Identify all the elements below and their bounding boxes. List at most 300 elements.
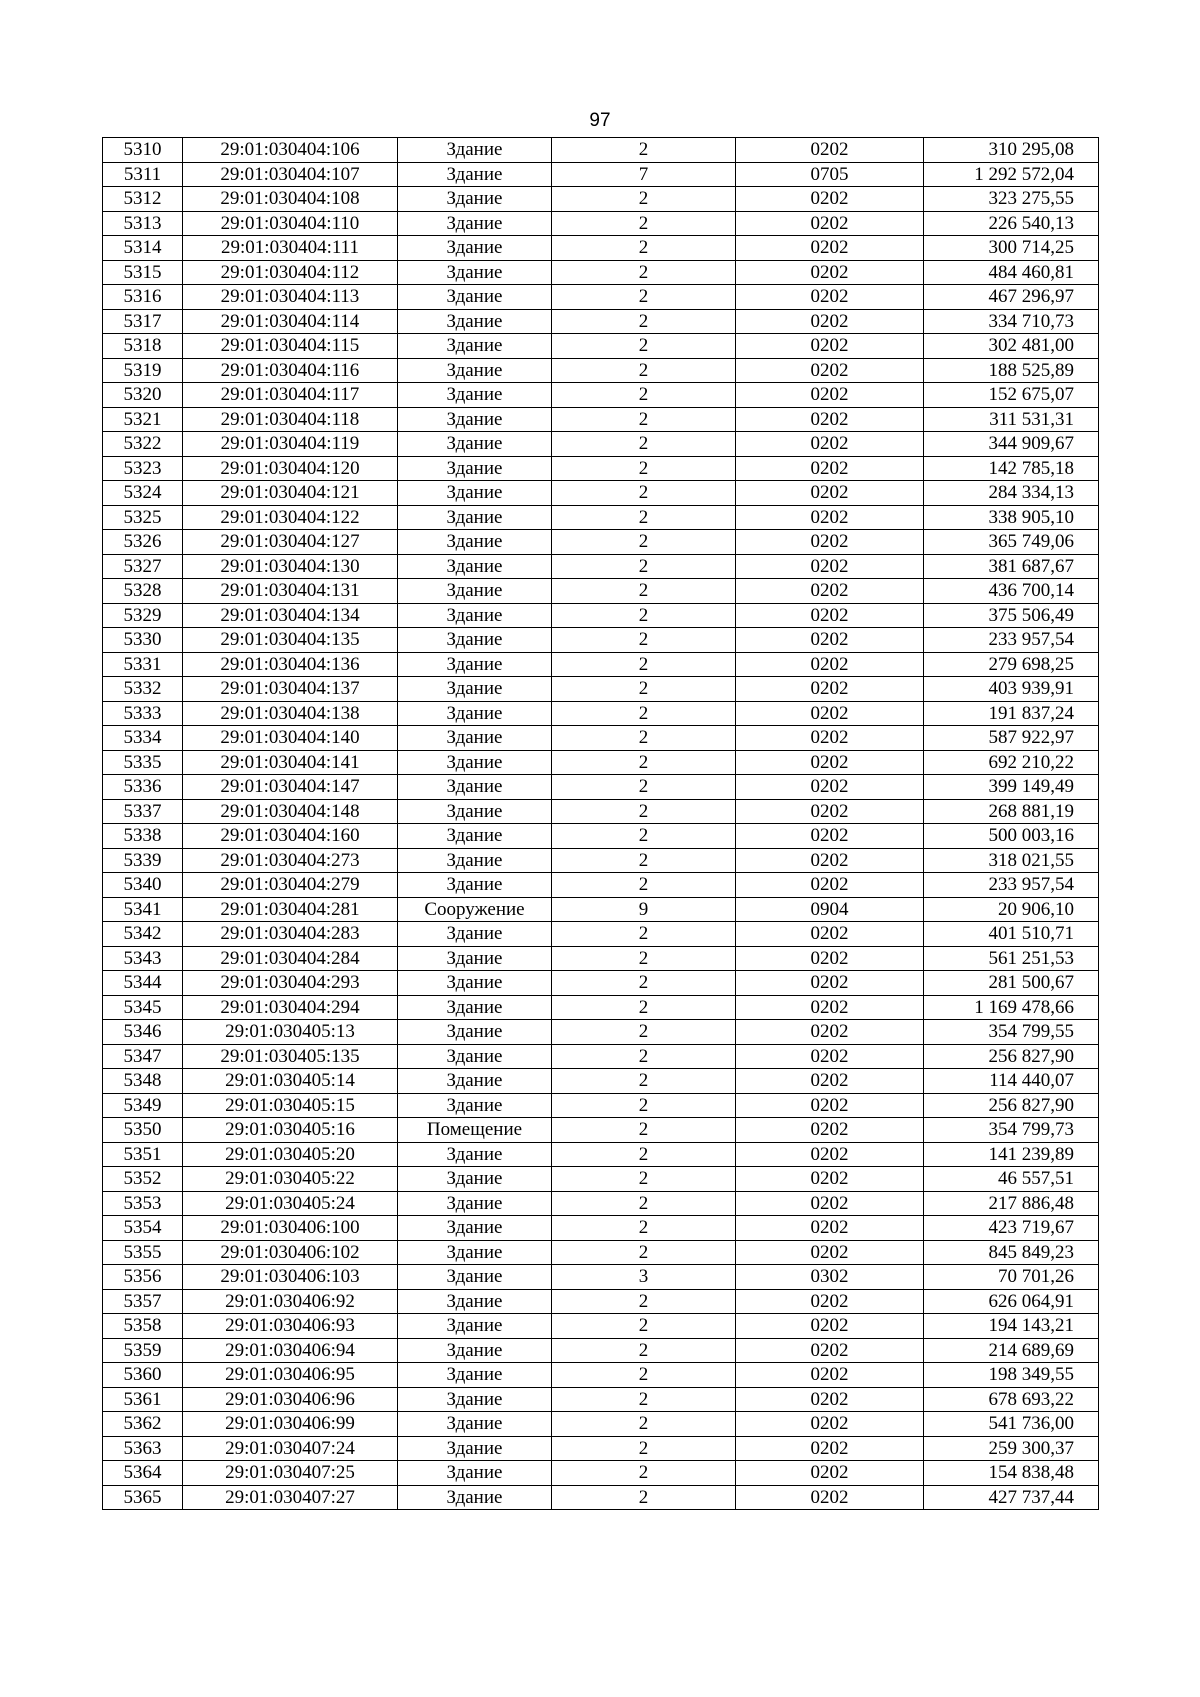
- object-type-cell: Здание: [398, 1167, 552, 1192]
- table-row: [103, 628, 1099, 653]
- row-number-cell: 5334: [103, 726, 183, 751]
- code-cell: 0705: [736, 162, 924, 187]
- object-type-cell: Здание: [398, 1338, 552, 1363]
- cadastral-value-cell: 692 210,22: [924, 750, 1099, 775]
- cadastral-value-cell: 334 710,73: [924, 309, 1099, 334]
- row-number-cell: 5333: [103, 701, 183, 726]
- object-type-cell: Здание: [398, 481, 552, 506]
- row-number-cell: 5335: [103, 750, 183, 775]
- row-number-cell: 5322: [103, 432, 183, 457]
- code-cell: 0202: [736, 481, 924, 506]
- code-cell: 0202: [736, 334, 924, 359]
- group-cell: 2: [552, 848, 736, 873]
- cadastral-value-cell: 233 957,54: [924, 873, 1099, 898]
- object-type-cell: Здание: [398, 407, 552, 432]
- group-cell: 2: [552, 750, 736, 775]
- cadastral-number-cell: 29:01:030406:96: [183, 1387, 398, 1412]
- group-cell: 2: [552, 1118, 736, 1143]
- code-cell: 0202: [736, 505, 924, 530]
- code-cell: 0202: [736, 1118, 924, 1143]
- group-cell: 2: [552, 456, 736, 481]
- object-type-cell: Здание: [398, 824, 552, 849]
- code-cell: 0202: [736, 1216, 924, 1241]
- cadastral-value-cell: 214 689,69: [924, 1338, 1099, 1363]
- table-row: [103, 824, 1099, 849]
- cadastral-number-cell: 29:01:030404:119: [183, 432, 398, 457]
- group-cell: 2: [552, 1093, 736, 1118]
- group-cell: 2: [552, 1314, 736, 1339]
- cadastral-number-cell: 29:01:030404:127: [183, 530, 398, 555]
- cadastral-value-cell: 344 909,67: [924, 432, 1099, 457]
- row-number-cell: 5313: [103, 211, 183, 236]
- row-number-cell: 5325: [103, 505, 183, 530]
- row-number-cell: 5323: [103, 456, 183, 481]
- table-row: [103, 971, 1099, 996]
- group-cell: 2: [552, 1044, 736, 1069]
- cadastral-value-cell: 845 849,23: [924, 1240, 1099, 1265]
- cadastral-number-cell: 29:01:030404:130: [183, 554, 398, 579]
- object-type-cell: Здание: [398, 799, 552, 824]
- group-cell: 2: [552, 1412, 736, 1437]
- object-type-cell: Здание: [398, 628, 552, 653]
- table-row: [103, 1387, 1099, 1412]
- table-row: [103, 260, 1099, 285]
- group-cell: 2: [552, 260, 736, 285]
- code-cell: 0202: [736, 628, 924, 653]
- cadastral-number-cell: 29:01:030405:135: [183, 1044, 398, 1069]
- code-cell: 0202: [736, 1142, 924, 1167]
- group-cell: 2: [552, 824, 736, 849]
- table-row: [103, 1289, 1099, 1314]
- row-number-cell: 5350: [103, 1118, 183, 1143]
- object-type-cell: Здание: [398, 701, 552, 726]
- cadastral-number-cell: 29:01:030406:103: [183, 1265, 398, 1290]
- cadastral-value-cell: 233 957,54: [924, 628, 1099, 653]
- row-number-cell: 5316: [103, 285, 183, 310]
- cadastral-value-cell: 46 557,51: [924, 1167, 1099, 1192]
- table-row: [103, 1118, 1099, 1143]
- cadastral-value-cell: 423 719,67: [924, 1216, 1099, 1241]
- row-number-cell: 5319: [103, 358, 183, 383]
- group-cell: 2: [552, 775, 736, 800]
- object-type-cell: Здание: [398, 1485, 552, 1510]
- object-type-cell: Здание: [398, 285, 552, 310]
- object-type-cell: Здание: [398, 309, 552, 334]
- row-number-cell: 5365: [103, 1485, 183, 1510]
- code-cell: 0202: [736, 1240, 924, 1265]
- group-cell: 2: [552, 1461, 736, 1486]
- code-cell: 0202: [736, 1485, 924, 1510]
- group-cell: 2: [552, 995, 736, 1020]
- group-cell: 2: [552, 628, 736, 653]
- group-cell: 2: [552, 407, 736, 432]
- group-cell: 2: [552, 383, 736, 408]
- cadastral-value-cell: 256 827,90: [924, 1044, 1099, 1069]
- table-row: [103, 236, 1099, 261]
- object-type-cell: Сооружение: [398, 897, 552, 922]
- group-cell: 2: [552, 726, 736, 751]
- row-number-cell: 5328: [103, 579, 183, 604]
- code-cell: 0202: [736, 432, 924, 457]
- row-number-cell: 5343: [103, 946, 183, 971]
- group-cell: 2: [552, 1069, 736, 1094]
- row-number-cell: 5349: [103, 1093, 183, 1118]
- group-cell: 2: [552, 1363, 736, 1388]
- cadastral-number-cell: 29:01:030404:281: [183, 897, 398, 922]
- table-row: [103, 1167, 1099, 1192]
- object-type-cell: Здание: [398, 1387, 552, 1412]
- row-number-cell: 5310: [103, 138, 183, 163]
- cadastral-number-cell: 29:01:030404:117: [183, 383, 398, 408]
- code-cell: 0202: [736, 1093, 924, 1118]
- code-cell: 0202: [736, 995, 924, 1020]
- cadastral-number-cell: 29:01:030404:140: [183, 726, 398, 751]
- row-number-cell: 5357: [103, 1289, 183, 1314]
- cadastral-number-cell: 29:01:030404:284: [183, 946, 398, 971]
- code-cell: 0202: [736, 824, 924, 849]
- cadastral-number-cell: 29:01:030407:25: [183, 1461, 398, 1486]
- cadastral-number-cell: 29:01:030405:24: [183, 1191, 398, 1216]
- table-row: [103, 946, 1099, 971]
- table-row: [103, 530, 1099, 555]
- code-cell: 0904: [736, 897, 924, 922]
- object-type-cell: Здание: [398, 873, 552, 898]
- row-number-cell: 5320: [103, 383, 183, 408]
- code-cell: 0202: [736, 946, 924, 971]
- row-number-cell: 5329: [103, 603, 183, 628]
- table-row: [103, 652, 1099, 677]
- group-cell: 2: [552, 579, 736, 604]
- table-row: [103, 309, 1099, 334]
- object-type-cell: Здание: [398, 971, 552, 996]
- row-number-cell: 5342: [103, 922, 183, 947]
- cadastral-value-cell: 188 525,89: [924, 358, 1099, 383]
- cadastral-number-cell: 29:01:030405:13: [183, 1020, 398, 1045]
- cadastral-number-cell: 29:01:030406:94: [183, 1338, 398, 1363]
- object-type-cell: Здание: [398, 1436, 552, 1461]
- row-number-cell: 5344: [103, 971, 183, 996]
- object-type-cell: Здание: [398, 1191, 552, 1216]
- object-type-cell: Здание: [398, 334, 552, 359]
- table-row: [103, 922, 1099, 947]
- group-cell: 2: [552, 211, 736, 236]
- table-row: [103, 1240, 1099, 1265]
- code-cell: 0202: [736, 285, 924, 310]
- group-cell: 2: [552, 1338, 736, 1363]
- table-row: [103, 848, 1099, 873]
- code-cell: 0202: [736, 1289, 924, 1314]
- code-cell: 0202: [736, 236, 924, 261]
- cadastral-value-cell: 323 275,55: [924, 187, 1099, 212]
- code-cell: 0202: [736, 456, 924, 481]
- object-type-cell: Здание: [398, 1461, 552, 1486]
- cadastral-number-cell: 29:01:030404:131: [183, 579, 398, 604]
- code-cell: 0202: [736, 309, 924, 334]
- object-type-cell: Здание: [398, 922, 552, 947]
- row-number-cell: 5347: [103, 1044, 183, 1069]
- cadastral-number-cell: 29:01:030404:115: [183, 334, 398, 359]
- registry-table: [102, 137, 1099, 1510]
- cadastral-value-cell: 300 714,25: [924, 236, 1099, 261]
- cadastral-number-cell: 29:01:030404:116: [183, 358, 398, 383]
- group-cell: 9: [552, 897, 736, 922]
- table-row: [103, 407, 1099, 432]
- cadastral-number-cell: 29:01:030404:114: [183, 309, 398, 334]
- code-cell: 0202: [736, 971, 924, 996]
- cadastral-number-cell: 29:01:030404:110: [183, 211, 398, 236]
- group-cell: 2: [552, 603, 736, 628]
- table-row: [103, 579, 1099, 604]
- row-number-cell: 5360: [103, 1363, 183, 1388]
- group-cell: 2: [552, 309, 736, 334]
- table-row: [103, 1142, 1099, 1167]
- object-type-cell: Здание: [398, 358, 552, 383]
- code-cell: 0202: [736, 848, 924, 873]
- row-number-cell: 5352: [103, 1167, 183, 1192]
- cadastral-number-cell: 29:01:030404:120: [183, 456, 398, 481]
- cadastral-number-cell: 29:01:030404:108: [183, 187, 398, 212]
- row-number-cell: 5317: [103, 309, 183, 334]
- table-row: [103, 603, 1099, 628]
- page-number: 97: [589, 110, 611, 131]
- table-row: [103, 456, 1099, 481]
- row-number-cell: 5314: [103, 236, 183, 261]
- row-number-cell: 5311: [103, 162, 183, 187]
- cadastral-number-cell: 29:01:030404:111: [183, 236, 398, 261]
- row-number-cell: 5355: [103, 1240, 183, 1265]
- cadastral-value-cell: 191 837,24: [924, 701, 1099, 726]
- row-number-cell: 5356: [103, 1265, 183, 1290]
- cadastral-number-cell: 29:01:030406:93: [183, 1314, 398, 1339]
- table-row: [103, 1485, 1099, 1510]
- object-type-cell: Здание: [398, 260, 552, 285]
- code-cell: 0202: [736, 383, 924, 408]
- cadastral-number-cell: 29:01:030404:141: [183, 750, 398, 775]
- cadastral-value-cell: 281 500,67: [924, 971, 1099, 996]
- object-type-cell: Здание: [398, 1069, 552, 1094]
- row-number-cell: 5351: [103, 1142, 183, 1167]
- cadastral-number-cell: 29:01:030404:113: [183, 285, 398, 310]
- object-type-cell: Здание: [398, 1240, 552, 1265]
- row-number-cell: 5336: [103, 775, 183, 800]
- group-cell: 2: [552, 1240, 736, 1265]
- object-type-cell: Здание: [398, 677, 552, 702]
- table-row: [103, 1093, 1099, 1118]
- table-row: [103, 1314, 1099, 1339]
- group-cell: 2: [552, 1191, 736, 1216]
- table-row: [103, 1044, 1099, 1069]
- code-cell: 0202: [736, 726, 924, 751]
- object-type-cell: Здание: [398, 848, 552, 873]
- code-cell: 0202: [736, 1387, 924, 1412]
- table-row: [103, 505, 1099, 530]
- object-type-cell: Здание: [398, 579, 552, 604]
- object-type-cell: Помещение: [398, 1118, 552, 1143]
- cadastral-number-cell: 29:01:030404:147: [183, 775, 398, 800]
- code-cell: 0202: [736, 187, 924, 212]
- code-cell: 0202: [736, 530, 924, 555]
- table-row: [103, 750, 1099, 775]
- object-type-cell: Здание: [398, 1314, 552, 1339]
- table-row: [103, 775, 1099, 800]
- object-type-cell: Здание: [398, 1412, 552, 1437]
- object-type-cell: Здание: [398, 1289, 552, 1314]
- object-type-cell: Здание: [398, 162, 552, 187]
- registry-table-body: [103, 138, 1099, 1510]
- code-cell: 0202: [736, 1044, 924, 1069]
- row-number-cell: 5324: [103, 481, 183, 506]
- group-cell: 3: [552, 1265, 736, 1290]
- code-cell: 0202: [736, 260, 924, 285]
- cadastral-value-cell: 302 481,00: [924, 334, 1099, 359]
- cadastral-value-cell: 194 143,21: [924, 1314, 1099, 1339]
- cadastral-number-cell: 29:01:030404:294: [183, 995, 398, 1020]
- cadastral-value-cell: 256 827,90: [924, 1093, 1099, 1118]
- cadastral-number-cell: 29:01:030404:107: [183, 162, 398, 187]
- row-number-cell: 5364: [103, 1461, 183, 1486]
- cadastral-number-cell: 29:01:030405:22: [183, 1167, 398, 1192]
- group-cell: 2: [552, 799, 736, 824]
- group-cell: 2: [552, 873, 736, 898]
- cadastral-value-cell: 114 440,07: [924, 1069, 1099, 1094]
- object-type-cell: Здание: [398, 1093, 552, 1118]
- cadastral-value-cell: 381 687,67: [924, 554, 1099, 579]
- cadastral-number-cell: 29:01:030404:122: [183, 505, 398, 530]
- group-cell: 2: [552, 358, 736, 383]
- cadastral-number-cell: 29:01:030404:137: [183, 677, 398, 702]
- row-number-cell: 5312: [103, 187, 183, 212]
- cadastral-value-cell: 310 295,08: [924, 138, 1099, 163]
- object-type-cell: Здание: [398, 1216, 552, 1241]
- group-cell: 2: [552, 946, 736, 971]
- cadastral-number-cell: 29:01:030404:136: [183, 652, 398, 677]
- cadastral-value-cell: 354 799,55: [924, 1020, 1099, 1045]
- table-row: [103, 211, 1099, 236]
- group-cell: 2: [552, 236, 736, 261]
- object-type-cell: Здание: [398, 775, 552, 800]
- object-type-cell: Здание: [398, 750, 552, 775]
- group-cell: 2: [552, 1216, 736, 1241]
- cadastral-value-cell: 70 701,26: [924, 1265, 1099, 1290]
- table-row: [103, 1412, 1099, 1437]
- table-row: [103, 1191, 1099, 1216]
- row-number-cell: 5330: [103, 628, 183, 653]
- table-row: [103, 334, 1099, 359]
- object-type-cell: Здание: [398, 946, 552, 971]
- group-cell: 2: [552, 677, 736, 702]
- group-cell: 2: [552, 1387, 736, 1412]
- code-cell: 0202: [736, 1069, 924, 1094]
- object-type-cell: Здание: [398, 505, 552, 530]
- row-number-cell: 5315: [103, 260, 183, 285]
- cadastral-number-cell: 29:01:030404:121: [183, 481, 398, 506]
- cadastral-value-cell: 626 064,91: [924, 1289, 1099, 1314]
- group-cell: 2: [552, 701, 736, 726]
- group-cell: 2: [552, 432, 736, 457]
- cadastral-value-cell: 268 881,19: [924, 799, 1099, 824]
- cadastral-value-cell: 375 506,49: [924, 603, 1099, 628]
- row-number-cell: 5361: [103, 1387, 183, 1412]
- row-number-cell: 5326: [103, 530, 183, 555]
- cadastral-value-cell: 198 349,55: [924, 1363, 1099, 1388]
- cadastral-value-cell: 259 300,37: [924, 1436, 1099, 1461]
- row-number-cell: 5358: [103, 1314, 183, 1339]
- row-number-cell: 5359: [103, 1338, 183, 1363]
- table-row: [103, 554, 1099, 579]
- table-row: [103, 1069, 1099, 1094]
- cadastral-value-cell: 226 540,13: [924, 211, 1099, 236]
- table-row: [103, 1363, 1099, 1388]
- row-number-cell: 5332: [103, 677, 183, 702]
- group-cell: 2: [552, 652, 736, 677]
- cadastral-value-cell: 152 675,07: [924, 383, 1099, 408]
- group-cell: 2: [552, 505, 736, 530]
- table-row: [103, 873, 1099, 898]
- cadastral-value-cell: 427 737,44: [924, 1485, 1099, 1510]
- group-cell: 2: [552, 1289, 736, 1314]
- cadastral-value-cell: 311 531,31: [924, 407, 1099, 432]
- cadastral-value-cell: 401 510,71: [924, 922, 1099, 947]
- row-number-cell: 5354: [103, 1216, 183, 1241]
- cadastral-number-cell: 29:01:030404:273: [183, 848, 398, 873]
- cadastral-number-cell: 29:01:030404:148: [183, 799, 398, 824]
- cadastral-number-cell: 29:01:030404:138: [183, 701, 398, 726]
- cadastral-value-cell: 20 906,10: [924, 897, 1099, 922]
- table-row: [103, 1436, 1099, 1461]
- row-number-cell: 5348: [103, 1069, 183, 1094]
- cadastral-value-cell: 484 460,81: [924, 260, 1099, 285]
- group-cell: 2: [552, 481, 736, 506]
- row-number-cell: 5345: [103, 995, 183, 1020]
- table-row: [103, 358, 1099, 383]
- object-type-cell: Здание: [398, 456, 552, 481]
- cadastral-value-cell: 500 003,16: [924, 824, 1099, 849]
- cadastral-value-cell: 678 693,22: [924, 1387, 1099, 1412]
- cadastral-value-cell: 217 886,48: [924, 1191, 1099, 1216]
- cadastral-number-cell: 29:01:030405:16: [183, 1118, 398, 1143]
- group-cell: 2: [552, 1142, 736, 1167]
- cadastral-value-cell: 467 296,97: [924, 285, 1099, 310]
- table-row: [103, 138, 1099, 163]
- object-type-cell: Здание: [398, 995, 552, 1020]
- code-cell: 0202: [736, 873, 924, 898]
- object-type-cell: Здание: [398, 603, 552, 628]
- code-cell: 0202: [736, 701, 924, 726]
- cadastral-value-cell: 354 799,73: [924, 1118, 1099, 1143]
- cadastral-number-cell: 29:01:030404:135: [183, 628, 398, 653]
- table-row: [103, 162, 1099, 187]
- cadastral-value-cell: 587 922,97: [924, 726, 1099, 751]
- group-cell: 2: [552, 554, 736, 579]
- cadastral-number-cell: 29:01:030407:24: [183, 1436, 398, 1461]
- cadastral-value-cell: 399 149,49: [924, 775, 1099, 800]
- row-number-cell: 5340: [103, 873, 183, 898]
- group-cell: 2: [552, 971, 736, 996]
- row-number-cell: 5338: [103, 824, 183, 849]
- object-type-cell: Здание: [398, 432, 552, 457]
- code-cell: 0202: [736, 750, 924, 775]
- table-row: [103, 1461, 1099, 1486]
- cadastral-number-cell: 29:01:030406:92: [183, 1289, 398, 1314]
- cadastral-number-cell: 29:01:030404:134: [183, 603, 398, 628]
- cadastral-number-cell: 29:01:030404:106: [183, 138, 398, 163]
- group-cell: 2: [552, 187, 736, 212]
- cadastral-number-cell: 29:01:030406:102: [183, 1240, 398, 1265]
- object-type-cell: Здание: [398, 530, 552, 555]
- table-row: [103, 383, 1099, 408]
- code-cell: 0202: [736, 407, 924, 432]
- cadastral-number-cell: 29:01:030405:14: [183, 1069, 398, 1094]
